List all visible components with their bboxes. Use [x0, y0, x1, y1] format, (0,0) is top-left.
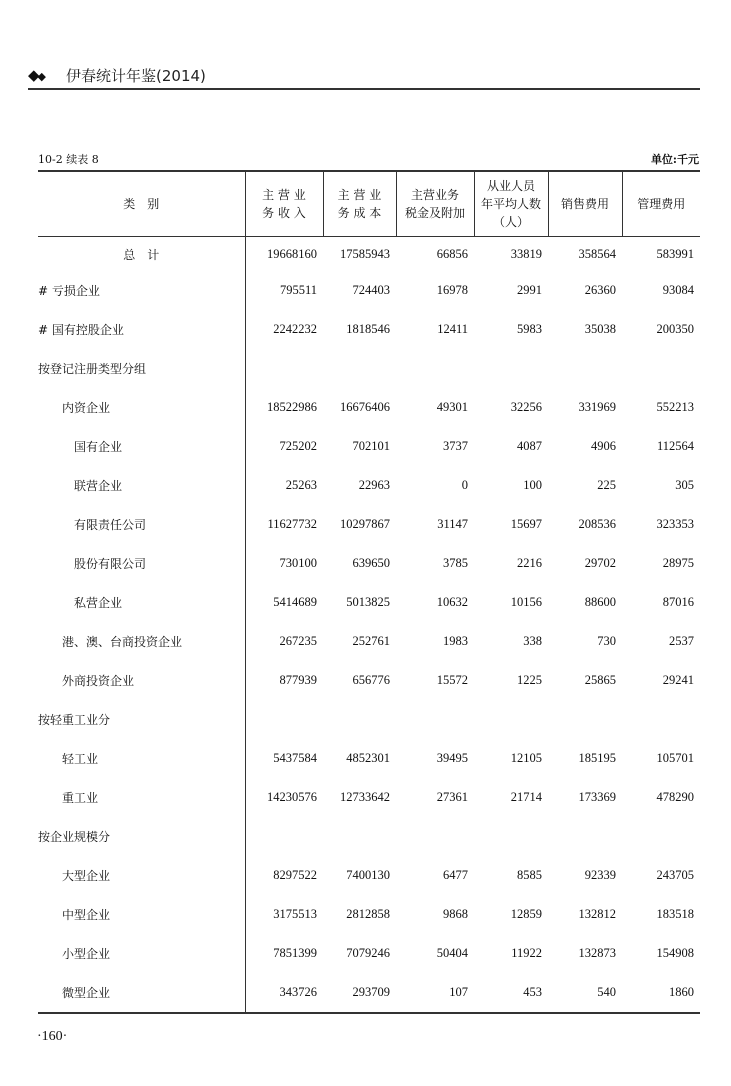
row-label: 有限责任公司: [38, 505, 245, 544]
header-row: [38, 171, 700, 237]
cell-value: 252761: [352, 634, 390, 648]
cell-value: 583991: [656, 246, 694, 261]
table-row: [38, 237, 700, 272]
table-row: [38, 700, 700, 739]
cell-value: [548, 700, 622, 739]
cell-value: 19668160: [267, 246, 317, 261]
table-row: [38, 388, 700, 427]
cell-value: 1860: [622, 973, 700, 1013]
cell-value: 4906: [591, 439, 616, 453]
cell-value: 173369: [578, 790, 616, 804]
cell-value: [622, 700, 700, 739]
cell-value: 795511: [279, 283, 317, 297]
cell-value: 8585: [517, 868, 542, 882]
cell-value: 39495: [436, 751, 468, 765]
cell-value: 200350: [656, 322, 694, 336]
cell-value: 112564: [656, 439, 694, 453]
cell-value: 16978: [436, 283, 468, 297]
cell-value: 10156: [510, 595, 542, 609]
table-id: 10-2 续表 8: [38, 153, 99, 166]
cell-value: 540: [548, 973, 622, 1013]
cell-value: 21714: [510, 790, 542, 804]
cell-value: 29702: [584, 556, 616, 570]
table-row: [38, 973, 700, 1013]
row-label: 外商投资企业: [38, 661, 245, 700]
cell-value: 15697: [510, 517, 542, 531]
table-row: [38, 817, 700, 856]
cell-value: 87016: [662, 595, 694, 609]
cell-value: 7851399: [273, 946, 317, 960]
table-row: [38, 583, 700, 622]
cell-value: [323, 817, 396, 856]
column-header-category: 类 别: [38, 171, 245, 237]
row-label: 国有企业: [38, 427, 245, 466]
cell-value: 552213: [656, 400, 694, 414]
table-row: [38, 271, 700, 310]
cell-value: 6477: [443, 868, 468, 882]
cell-value: 10632: [436, 595, 468, 609]
cell-value: [548, 817, 622, 856]
double-diamond-icon: ◆◆: [28, 66, 45, 84]
cell-value: 305: [675, 478, 694, 492]
cell-value: 183518: [656, 907, 694, 921]
cell-value: 11627732: [267, 517, 317, 531]
cell-value: [396, 349, 474, 388]
row-label: 微型企业: [38, 973, 245, 1013]
cell-value: 66856: [436, 246, 468, 261]
table-row: [38, 622, 700, 661]
cell-value: 27361: [436, 790, 468, 804]
cell-value: 730: [597, 634, 616, 648]
cell-value: 7400130: [346, 868, 390, 882]
cell-value: [548, 349, 622, 388]
table-row: [38, 739, 700, 778]
cell-value: 15572: [436, 673, 468, 687]
cell-value: 18522986: [267, 400, 317, 414]
cell-value: 3737: [443, 439, 468, 453]
row-label: 轻工业: [38, 739, 245, 778]
row-label: # 亏损企业: [38, 271, 245, 310]
cell-value: 132873: [578, 946, 616, 960]
cell-value: 22963: [358, 478, 390, 492]
cell-value: [396, 817, 474, 856]
cell-value: 14230576: [267, 790, 317, 804]
cell-value: 107: [396, 973, 474, 1013]
cell-value: 9868: [443, 907, 468, 921]
cell-value: 17585943: [340, 246, 390, 261]
cell-value: 5983: [517, 322, 542, 336]
unit-label: 单位:千元: [650, 153, 699, 166]
cell-value: 338: [523, 634, 542, 648]
table-row: [38, 427, 700, 466]
column-header: 主 营 业 务 成 本: [323, 171, 396, 237]
table-row: [38, 505, 700, 544]
cell-value: 25263: [285, 478, 317, 492]
cell-value: 2991: [517, 283, 542, 297]
table-row: [38, 661, 700, 700]
table-row: [38, 349, 700, 388]
cell-value: 50404: [436, 946, 468, 960]
cell-value: 331969: [578, 400, 616, 414]
cell-value: 100: [523, 478, 542, 492]
cell-value: 12859: [510, 907, 542, 921]
row-label: 港、澳、台商投资企业: [38, 622, 245, 661]
cell-value: [474, 700, 548, 739]
cell-value: [474, 349, 548, 388]
cell-value: 105701: [656, 751, 694, 765]
cell-value: 343726: [245, 973, 323, 1013]
row-label: 联营企业: [38, 466, 245, 505]
cell-value: 16676406: [340, 400, 390, 414]
cell-value: 185195: [578, 751, 616, 765]
cell-value: 154908: [656, 946, 694, 960]
cell-value: 49301: [436, 400, 468, 414]
table-row: [38, 856, 700, 895]
cell-value: [396, 700, 474, 739]
cell-value: 2537: [669, 634, 694, 648]
cell-value: 12411: [437, 322, 468, 336]
column-header: 管理费用: [622, 171, 700, 237]
cell-value: 11922: [511, 946, 542, 960]
cell-value: [245, 700, 323, 739]
cell-value: [323, 700, 396, 739]
row-label: 重工业: [38, 778, 245, 817]
cell-value: [323, 349, 396, 388]
cell-value: 33819: [510, 246, 542, 261]
cell-value: [622, 349, 700, 388]
cell-value: 32256: [510, 400, 542, 414]
row-label: 总 计: [38, 237, 245, 272]
cell-value: 208536: [578, 517, 616, 531]
cell-value: 28975: [662, 556, 694, 570]
cell-value: 725202: [279, 439, 317, 453]
cell-value: 35038: [584, 322, 616, 336]
cell-value: 293709: [323, 973, 396, 1013]
cell-value: 5437584: [273, 751, 317, 765]
table-row: [38, 895, 700, 934]
cell-value: 93084: [662, 283, 694, 297]
cell-value: 702101: [352, 439, 390, 453]
cell-value: 10297867: [340, 517, 390, 531]
statistics-table: [38, 170, 700, 1014]
cell-value: 5013825: [346, 595, 390, 609]
cell-value: 92339: [584, 868, 616, 882]
page-number: ·160·: [37, 1029, 68, 1044]
table-row: [38, 934, 700, 973]
table-row: [38, 466, 700, 505]
table-row: [38, 778, 700, 817]
row-label: 中型企业: [38, 895, 245, 934]
cell-value: 4852301: [346, 751, 390, 765]
cell-value: 1225: [517, 673, 542, 687]
column-header: 销售费用: [548, 171, 622, 237]
cell-value: 3785: [443, 556, 468, 570]
cell-value: 2216: [517, 556, 542, 570]
cell-value: 29241: [662, 673, 694, 687]
cell-value: 12105: [510, 751, 542, 765]
cell-value: 877939: [279, 673, 317, 687]
row-label: # 国有控股企业: [38, 310, 245, 349]
row-label: 大型企业: [38, 856, 245, 895]
cell-value: [245, 349, 323, 388]
table-body: [38, 237, 700, 1014]
cell-value: [622, 817, 700, 856]
cell-value: 2242232: [273, 322, 317, 336]
column-header: 主 营 业 务 收 入: [245, 171, 323, 237]
running-head: [28, 64, 700, 90]
cell-value: 453: [474, 973, 548, 1013]
row-label: 按登记注册类型分组: [38, 349, 245, 388]
cell-value: 730100: [279, 556, 317, 570]
cell-value: 1983: [443, 634, 468, 648]
cell-value: [245, 817, 323, 856]
cell-value: 478290: [656, 790, 694, 804]
row-label: 私营企业: [38, 583, 245, 622]
row-label: 按轻重工业分: [38, 700, 245, 739]
cell-value: 358564: [578, 246, 616, 261]
header-rule: [28, 88, 700, 90]
cell-value: 26360: [584, 283, 616, 297]
cell-value: 88600: [584, 595, 616, 609]
cell-value: 3175513: [273, 907, 317, 921]
cell-value: 31147: [437, 517, 468, 531]
cell-value: 1818546: [346, 322, 390, 336]
row-label: 按企业规模分: [38, 817, 245, 856]
cell-value: 8297522: [273, 868, 317, 882]
cell-value: 267235: [279, 634, 317, 648]
table-row: [38, 310, 700, 349]
cell-value: 7079246: [346, 946, 390, 960]
table-row: [38, 544, 700, 583]
cell-value: 5414689: [273, 595, 317, 609]
cell-value: 0: [461, 478, 468, 492]
cell-value: 225: [597, 478, 616, 492]
row-label: 股份有限公司: [38, 544, 245, 583]
cell-value: 25865: [584, 673, 616, 687]
cell-value: 4087: [517, 439, 542, 453]
cell-value: [474, 817, 548, 856]
cell-value: 639650: [352, 556, 390, 570]
cell-value: 2812858: [346, 907, 390, 921]
cell-value: 12733642: [340, 790, 390, 804]
book-title: 伊春统计年鉴(2014): [66, 67, 206, 85]
cell-value: 656776: [352, 673, 390, 687]
column-header: 从业人员 年平均人数 （人）: [474, 171, 548, 237]
row-label: 小型企业: [38, 934, 245, 973]
cell-value: 323353: [656, 517, 694, 531]
column-header: 主营业务 税金及附加: [396, 171, 474, 237]
cell-value: 243705: [656, 868, 694, 882]
cell-value: 132812: [578, 907, 616, 921]
cell-value: 724403: [352, 283, 390, 297]
row-label: 内资企业: [38, 388, 245, 427]
